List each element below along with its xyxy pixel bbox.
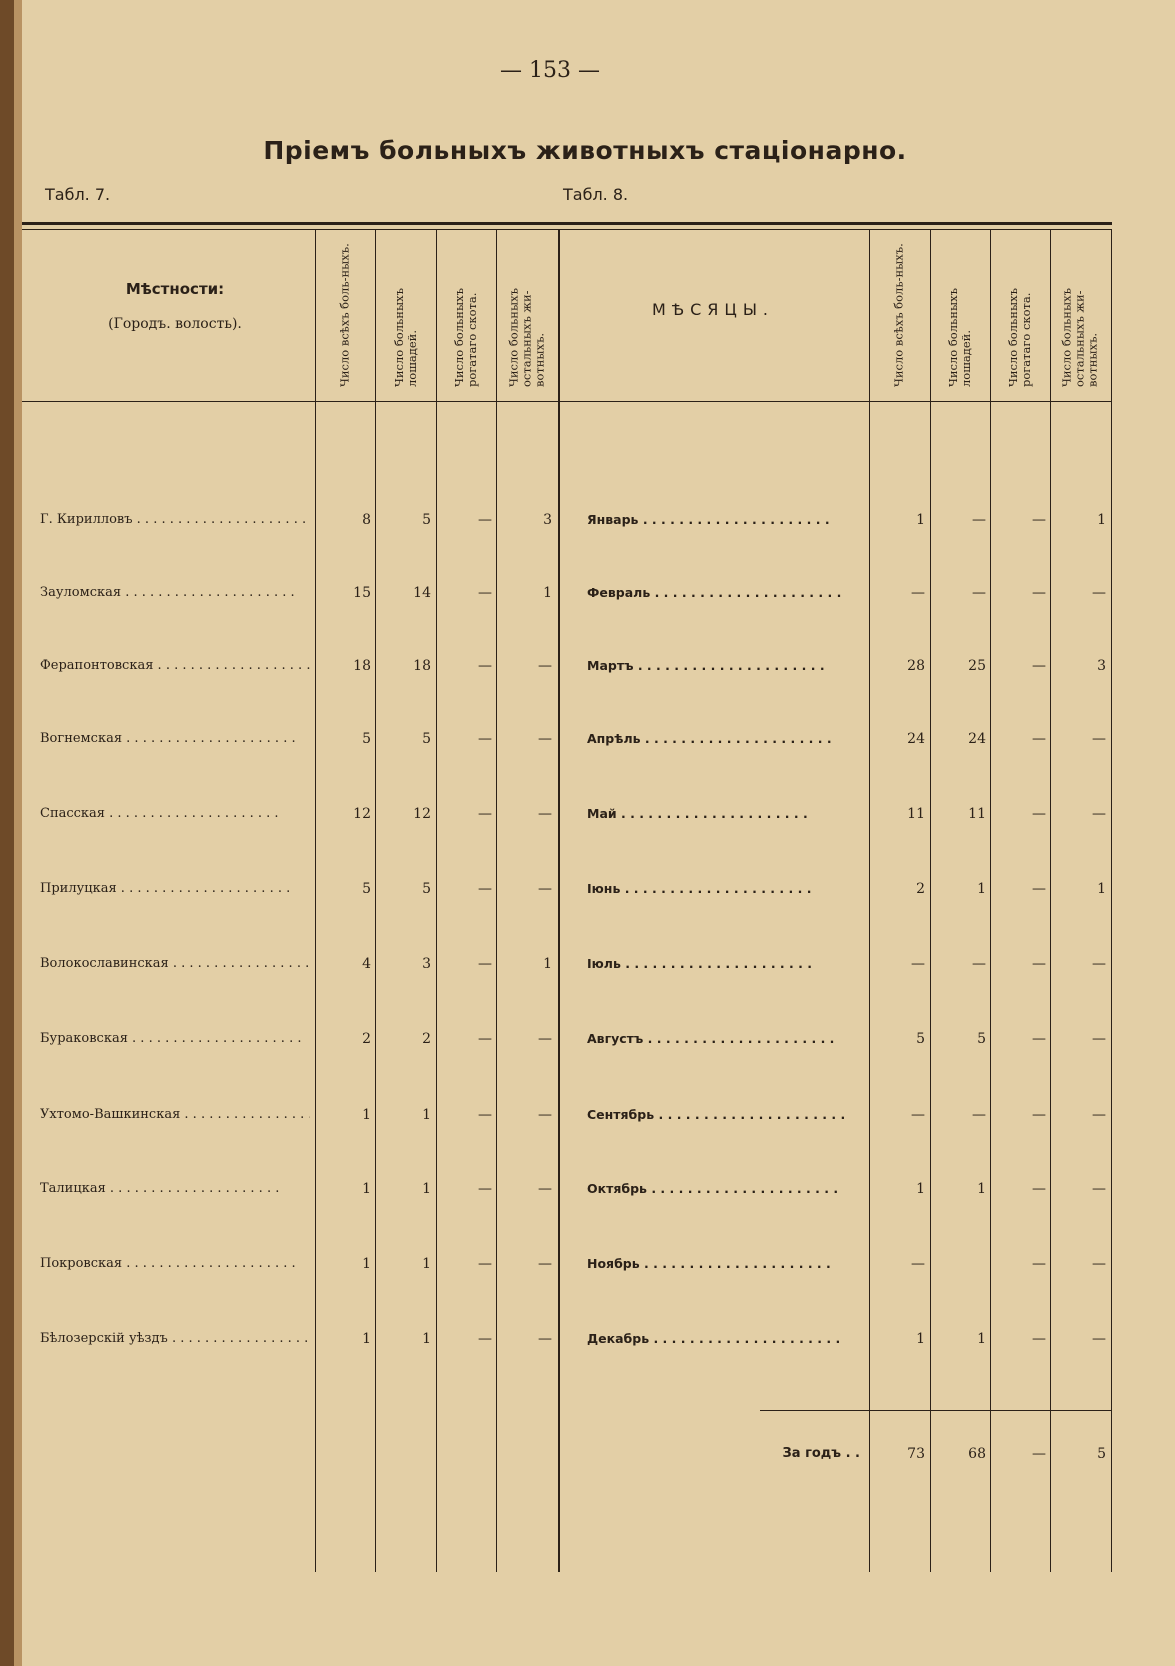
cell: 1 — [422, 1256, 431, 1272]
cell: 1 — [916, 1181, 925, 1197]
locality-name: Прилуцкая . . . — [40, 881, 310, 896]
cell: — — [538, 1256, 552, 1272]
cell: 5 — [422, 512, 431, 528]
cell: 28 — [907, 658, 925, 674]
cell: — — [478, 658, 492, 674]
cell: — — [538, 1331, 552, 1347]
month-name: Январь . . . — [587, 512, 857, 527]
cell: 8 — [362, 512, 371, 528]
cell: 5 — [422, 881, 431, 897]
month-name: Мартъ . . . — [587, 658, 857, 673]
locality-name: Г. Кирилловъ . . . — [40, 512, 310, 527]
localities-header — [40, 280, 310, 332]
table-row — [0, 1256, 1175, 1278]
cell: — — [538, 658, 552, 674]
cell: 1 — [1097, 512, 1106, 528]
column-header: Число больныхъ лошадей. — [946, 288, 973, 387]
cell: — — [478, 731, 492, 747]
cell: — — [972, 585, 986, 601]
cell: 2 — [916, 881, 925, 897]
month-name: Сентябрь . . . — [587, 1107, 857, 1122]
month-name: Октябрь . . . — [587, 1181, 857, 1196]
cell: — — [478, 881, 492, 897]
cell: — — [1032, 956, 1046, 972]
table-row — [0, 512, 1175, 534]
cell: 11 — [907, 806, 925, 822]
cell: — — [1032, 1331, 1046, 1347]
cell: 5 — [422, 731, 431, 747]
column-header: Число больныхъ лошадей. — [392, 288, 419, 387]
cell: — — [478, 512, 492, 528]
cell: — — [1032, 1256, 1046, 1272]
column-header: Число больныхъ рогатаго скота. — [452, 288, 479, 387]
cell: — — [478, 956, 492, 972]
month-name: Февраль . . . — [587, 585, 857, 600]
table-8-label: Табл. 8. — [563, 185, 629, 204]
month-name: Іюль . . . — [587, 956, 857, 971]
cell: — — [1032, 881, 1046, 897]
cell: 18 — [353, 658, 371, 674]
cell: 1 — [916, 1331, 925, 1347]
locality-name: Спасская . . . — [40, 806, 310, 821]
total-rule — [760, 1410, 1112, 1411]
cell: — — [478, 1181, 492, 1197]
month-name: Апрѣль . . . — [587, 731, 857, 746]
cell: — — [538, 1107, 552, 1123]
column-header: Число всѣхъ боль-ныхъ. — [337, 243, 352, 387]
column-header: Число больныхъ рогатаго скота. — [1006, 288, 1033, 387]
locality-name: Ферапонтовская . . . — [40, 658, 310, 673]
cell: 1 — [977, 1331, 986, 1347]
locality-name: Вогнемская . . . — [40, 731, 310, 746]
cell: — — [1032, 512, 1046, 528]
cell: 1 — [543, 585, 552, 601]
locality-name: Талицкая . . . — [40, 1181, 310, 1196]
total-label: За годъ . . — [782, 1446, 860, 1461]
total-row — [0, 1446, 1175, 1468]
localities-header-title: Мѣстности: — [125, 280, 225, 298]
cell: — — [1092, 585, 1106, 601]
page-number: — 153 — — [500, 58, 600, 83]
cell: — — [1032, 658, 1046, 674]
locality-name: Покровская . . . — [40, 1256, 310, 1271]
cell: 11 — [968, 806, 986, 822]
cell: — — [538, 881, 552, 897]
cell: — — [972, 956, 986, 972]
cell: 1 — [422, 1331, 431, 1347]
book-binding-shadow — [14, 0, 22, 1666]
column-header: Число больныхъ остальныхъ жи-вотныхъ. — [506, 288, 547, 387]
cell: — — [1032, 1181, 1046, 1197]
cell: 1 — [362, 1181, 371, 1197]
cell: 15 — [353, 585, 371, 601]
cell: 25 — [968, 658, 986, 674]
top-thin-rule — [22, 229, 1112, 230]
cell: 2 — [362, 1031, 371, 1047]
cell: — — [911, 1107, 925, 1123]
cell: 12 — [413, 806, 431, 822]
cell: — — [1092, 1107, 1106, 1123]
cell: 1 — [362, 1107, 371, 1123]
months-header: МѢСЯЦЫ. — [651, 300, 775, 319]
table-7-label: Табл. 7. — [45, 185, 111, 204]
month-name: Декабрь . . . — [587, 1331, 857, 1346]
cell: — — [1032, 1031, 1046, 1047]
cell: — — [972, 1107, 986, 1123]
cell: — — [1032, 1446, 1046, 1462]
cell: 5 — [362, 881, 371, 897]
cell: 12 — [353, 806, 371, 822]
table-row — [0, 585, 1175, 607]
cell: — — [1092, 1256, 1106, 1272]
cell: — — [538, 1181, 552, 1197]
cell: 4 — [362, 956, 371, 972]
cell: 73 — [907, 1446, 925, 1462]
cell: 5 — [977, 1031, 986, 1047]
cell: — — [972, 512, 986, 528]
month-name: Май . . . — [587, 806, 857, 821]
cell: 3 — [1097, 658, 1106, 674]
cell: 2 — [422, 1031, 431, 1047]
cell: 24 — [968, 731, 986, 747]
cell: — — [911, 956, 925, 972]
cell: — — [478, 806, 492, 822]
localities-header-subtitle: (Городъ. волость). — [108, 316, 242, 332]
cell: 68 — [968, 1446, 986, 1462]
cell: — — [1092, 806, 1106, 822]
locality-name: Зауломская . . . — [40, 585, 310, 600]
cell: — — [538, 806, 552, 822]
table-row — [0, 956, 1175, 978]
cell: 1 — [422, 1107, 431, 1123]
cell: 5 — [362, 731, 371, 747]
cell: 3 — [543, 512, 552, 528]
column-header: Число всѣхъ боль-ныхъ. — [891, 243, 906, 387]
cell: 5 — [916, 1031, 925, 1047]
cell: — — [1092, 731, 1106, 747]
cell: — — [1092, 956, 1106, 972]
cell: 1 — [362, 1256, 371, 1272]
month-name: Іюнь . . . — [587, 881, 857, 896]
cell: 3 — [422, 956, 431, 972]
locality-name: Ухтомо-Вашкинская . . . — [40, 1107, 310, 1122]
cell: — — [1092, 1181, 1106, 1197]
cell: — — [1092, 1331, 1106, 1347]
page-title: Пріемъ больныхъ животныхъ стаціонарно. — [263, 136, 907, 165]
locality-name: Волокославинская . . . — [40, 956, 310, 971]
month-name: Ноябрь . . . — [587, 1256, 857, 1271]
cell: 1 — [1097, 881, 1106, 897]
cell: — — [538, 1031, 552, 1047]
cell: — — [538, 731, 552, 747]
table-row — [0, 1107, 1175, 1129]
cell: 24 — [907, 731, 925, 747]
cell: — — [478, 585, 492, 601]
table-row — [0, 1031, 1175, 1053]
cell: 18 — [413, 658, 431, 674]
cell: 1 — [362, 1331, 371, 1347]
header-rule — [22, 401, 1112, 402]
book-binding-edge — [0, 0, 14, 1666]
top-double-rule — [22, 222, 1112, 225]
cell: 14 — [413, 585, 431, 601]
cell: 5 — [1097, 1446, 1106, 1462]
cell: — — [478, 1107, 492, 1123]
table-row — [0, 881, 1175, 903]
table-row — [0, 1331, 1175, 1353]
cell: — — [478, 1331, 492, 1347]
column-header: Число больныхъ остальныхъ жи-вотныхъ. — [1059, 288, 1100, 387]
locality-name: Бѣлозерскій уѣздъ . . . — [40, 1331, 310, 1346]
table-row — [0, 658, 1175, 680]
table-row — [0, 806, 1175, 828]
cell: 1 — [916, 512, 925, 528]
cell: 1 — [543, 956, 552, 972]
cell: 1 — [977, 1181, 986, 1197]
cell: — — [1092, 1031, 1106, 1047]
locality-name: Бураковская . . . — [40, 1031, 310, 1046]
cell: — — [1032, 1107, 1046, 1123]
cell: — — [478, 1031, 492, 1047]
cell: — — [1032, 731, 1046, 747]
table-row — [0, 1181, 1175, 1203]
cell: — — [1032, 806, 1046, 822]
cell: — — [911, 585, 925, 601]
cell: 1 — [422, 1181, 431, 1197]
table-row — [0, 731, 1175, 753]
cell: — — [1032, 585, 1046, 601]
cell: 1 — [977, 881, 986, 897]
cell: — — [911, 1256, 925, 1272]
month-name: Августъ . . . — [587, 1031, 857, 1046]
cell: — — [478, 1256, 492, 1272]
